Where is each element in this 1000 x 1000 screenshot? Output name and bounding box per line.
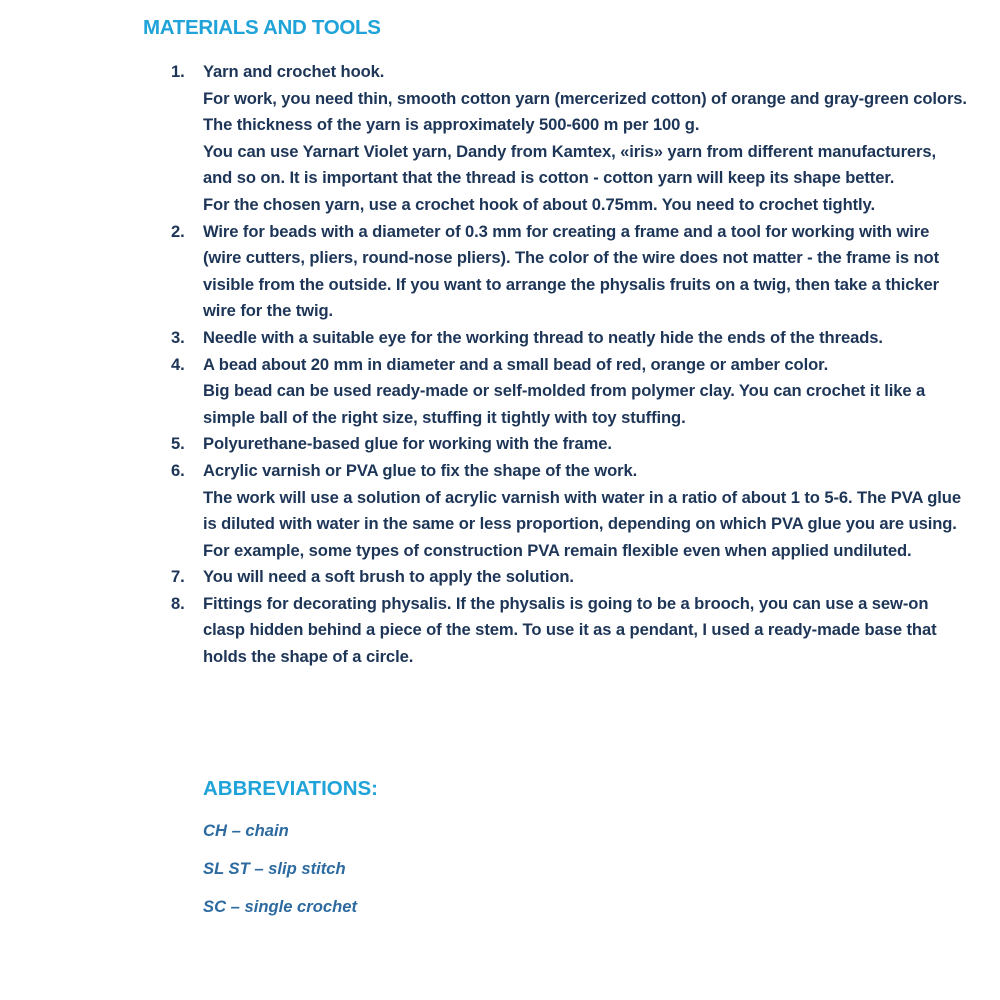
item-paragraph: Fittings for decorating physalis. If the physalis is going to be a brooch, you can use a sew-on clasp hidden behind a piece of the stem. To use it as a pendant, I used a ready-made base that holds the shape of a circle. <box>203 593 937 667</box>
item-paragraph: The work will use a solution of acrylic varnish with water in a ratio of about 1 to 5-6. The PVA glue is diluted with water in the same or less proportion, depending on which PVA glue you are using. For example, some types of construction PVA remain flexible even when applied undiluted. <box>203 487 961 560</box>
item-number: 1. <box>171 62 185 81</box>
abbreviation-item-ch: CH – chain <box>203 821 289 840</box>
materials-list <box>168 59 968 671</box>
list-item <box>168 564 968 591</box>
item-paragraph: Acrylic varnish or PVA glue to fix the shape of the work. <box>203 460 638 480</box>
materials-heading: MATERIALS AND TOOLS <box>143 16 381 39</box>
item-number: 8. <box>171 593 185 613</box>
item-number: 4. <box>171 354 185 374</box>
item-number: 7. <box>171 567 185 587</box>
list-item <box>168 59 968 219</box>
abbreviation-item-sl-st: SL ST – slip stitch <box>203 859 346 878</box>
item-paragraph: Wire for beads with a diameter of 0.3 mm for creating a frame and a tool for working with wire (wire cutters, pliers, round-nose pliers). The color of the wire does not matter - the frame is not visible from the outside. If you want to arrange the physalis fruits on a twig, then take a thicker wire for the twig. <box>203 221 940 321</box>
item-paragraph: Polyurethane-based glue for working with the frame. <box>203 434 612 454</box>
abbreviation-item-sc: SC – single crochet <box>203 897 358 916</box>
item-paragraph: A bead about 20 mm in diameter and a small bead of red, orange or amber color. <box>203 354 829 374</box>
item-paragraph: Big bead can be used ready-made or self-molded from polymer clay. You can crochet it like a simple ball of the right size, stuffing it tightly with toy stuffing. <box>203 381 926 427</box>
item-number: 5. <box>171 434 185 454</box>
item-paragraph: Needle with a suitable eye for the working thread to neatly hide the ends of the threads. <box>203 327 883 347</box>
abbreviations-heading: ABBREVIATIONS: <box>203 777 379 800</box>
list-item <box>168 352 968 432</box>
list-item <box>168 325 968 352</box>
item-paragraph: Yarn and crochet hook. <box>203 62 385 81</box>
item-paragraph: You will need a soft brush to apply the solution. <box>203 567 574 587</box>
item-paragraph: You can use Yarnart Violet yarn, Dandy from Kamtex, «iris» yarn from different manufacturers, and so on. It is important that the thread is cotton - cotton yarn will keep its shape better. <box>203 141 937 188</box>
list-item <box>168 458 968 564</box>
item-number: 2. <box>171 221 185 241</box>
item-number: 6. <box>171 460 185 480</box>
list-item <box>168 431 968 458</box>
list-item <box>168 219 968 325</box>
list-item <box>168 591 968 671</box>
item-paragraph: For the chosen yarn, use a crochet hook of about 0.75mm. You need to crochet tightly. <box>203 194 875 214</box>
item-number: 3. <box>171 327 185 347</box>
item-paragraph: For work, you need thin, smooth cotton yarn (mercerized cotton) of orange and gray-green colors. The thickness of the yarn is approximately 500-600 m per 100 g. <box>203 88 967 135</box>
